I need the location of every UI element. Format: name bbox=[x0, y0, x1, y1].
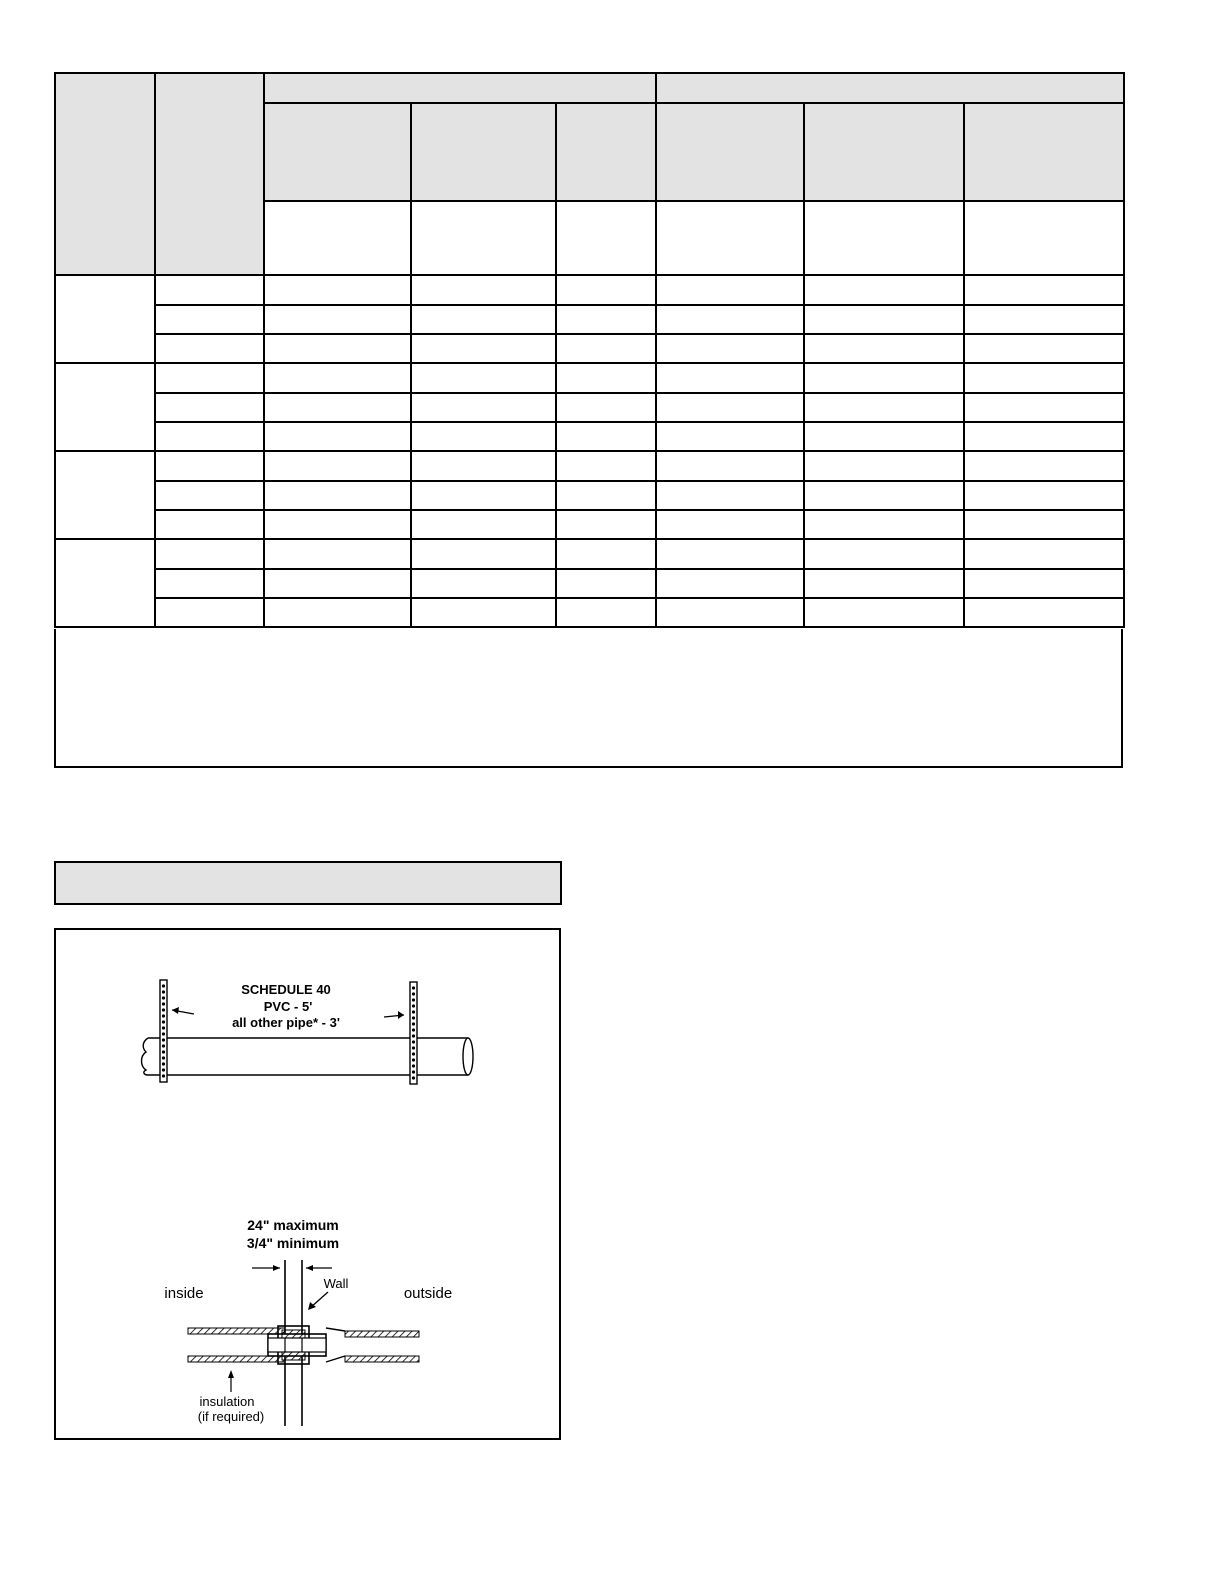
header-sub-4 bbox=[656, 103, 804, 201]
table-row bbox=[55, 598, 1124, 627]
min-label: 3/4" minimum bbox=[246, 1235, 340, 1251]
header-unit-1 bbox=[264, 201, 411, 275]
header-unit-3 bbox=[556, 201, 656, 275]
header-unit-6 bbox=[964, 201, 1124, 275]
header-col-2 bbox=[155, 73, 264, 275]
header-sub-6 bbox=[964, 103, 1124, 201]
hanger-strap-right bbox=[410, 982, 417, 1084]
pipe-diagrams bbox=[56, 930, 559, 1438]
table-row bbox=[55, 334, 1124, 363]
header-unit-5 bbox=[804, 201, 964, 275]
table-row bbox=[55, 451, 1124, 481]
insulation-label: insulation bbox=[199, 1394, 255, 1409]
table-row bbox=[55, 539, 1124, 569]
header-group-1 bbox=[264, 73, 656, 103]
header-col-1 bbox=[55, 73, 155, 275]
hanger-strap-left bbox=[160, 980, 167, 1082]
wall-penetration-diagram bbox=[164, 1217, 452, 1426]
insulation-note: (if required) bbox=[197, 1409, 265, 1424]
table-row bbox=[55, 275, 1124, 305]
table-row bbox=[55, 569, 1124, 598]
table-row bbox=[55, 363, 1124, 393]
table-row bbox=[55, 305, 1124, 334]
wall-label: Wall bbox=[323, 1276, 349, 1291]
group-cell bbox=[55, 275, 155, 363]
header-group-2 bbox=[656, 73, 1124, 103]
support-title-line3: all other pipe* - 3' bbox=[232, 1015, 340, 1030]
pipe-support-diagram bbox=[142, 980, 474, 1084]
header-sub-1 bbox=[264, 103, 411, 201]
table-row bbox=[55, 481, 1124, 510]
header-sub-3 bbox=[556, 103, 656, 201]
header-sub-2 bbox=[411, 103, 556, 201]
figure-header-bar bbox=[54, 861, 562, 905]
inside-label: inside bbox=[164, 1285, 204, 1302]
table-row bbox=[55, 393, 1124, 422]
table-row bbox=[55, 510, 1124, 539]
header-sub-5 bbox=[804, 103, 964, 201]
figure-frame bbox=[54, 928, 561, 1440]
group-cell bbox=[55, 539, 155, 627]
max-label: 24" maximum bbox=[247, 1217, 339, 1233]
outside-label: outside bbox=[403, 1285, 453, 1302]
support-title-line1: SCHEDULE 40 bbox=[241, 982, 331, 997]
header-unit-4 bbox=[656, 201, 804, 275]
header-unit-2 bbox=[411, 201, 556, 275]
group-cell bbox=[55, 451, 155, 539]
table-row bbox=[55, 422, 1124, 451]
group-cell bbox=[55, 363, 155, 451]
table-notes bbox=[54, 629, 1123, 768]
spec-table bbox=[54, 72, 1125, 628]
support-title-line2: PVC - 5' bbox=[263, 999, 313, 1014]
